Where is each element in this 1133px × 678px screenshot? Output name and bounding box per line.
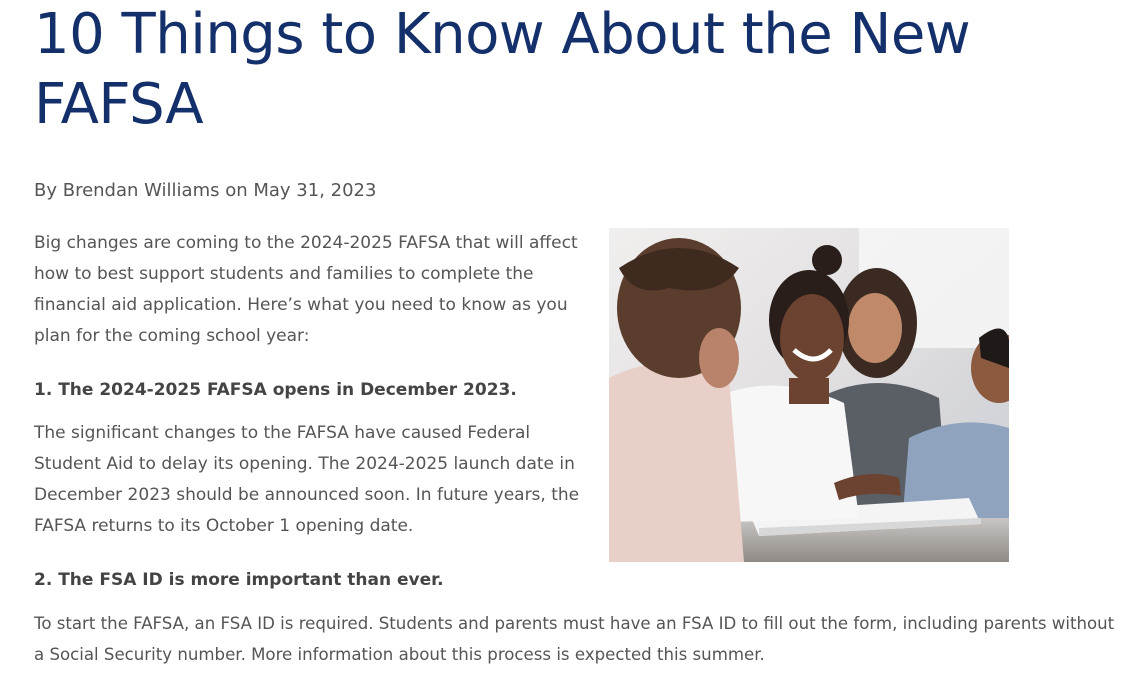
section-heading-1: 1. The 2024-2025 FAFSA opens in December 2023. xyxy=(34,380,517,400)
section-text-2: To start the FAFSA, an FSA ID is required. Students and parents must have an FSA ID to fill out the form, including parents without a Social Security number. More information about this process is expected this summer. xyxy=(34,614,1115,664)
article-byline: By Brendan Williams on May 31, 2023 xyxy=(34,180,377,201)
section-text-1: The significant changes to the FAFSA have caused Federal Student Aid to delay its opening. The 2024-2025 launch date in December 2023 should be announced soon. In future years, the FAFSA returns to its October 1 opening date. xyxy=(34,423,580,536)
section-heading-2: 2. The FSA ID is more important than ever. xyxy=(34,570,444,590)
intro-paragraph: Big changes are coming to the 2024-2025 FAFSA that will affect how to best support students and families to complete the financial aid application. Here’s what you need to know as you plan for the coming school year: xyxy=(34,233,578,346)
students-studying-photo xyxy=(609,228,1009,562)
article-title: 10 Things to Know About the New FAFSA xyxy=(34,2,971,137)
